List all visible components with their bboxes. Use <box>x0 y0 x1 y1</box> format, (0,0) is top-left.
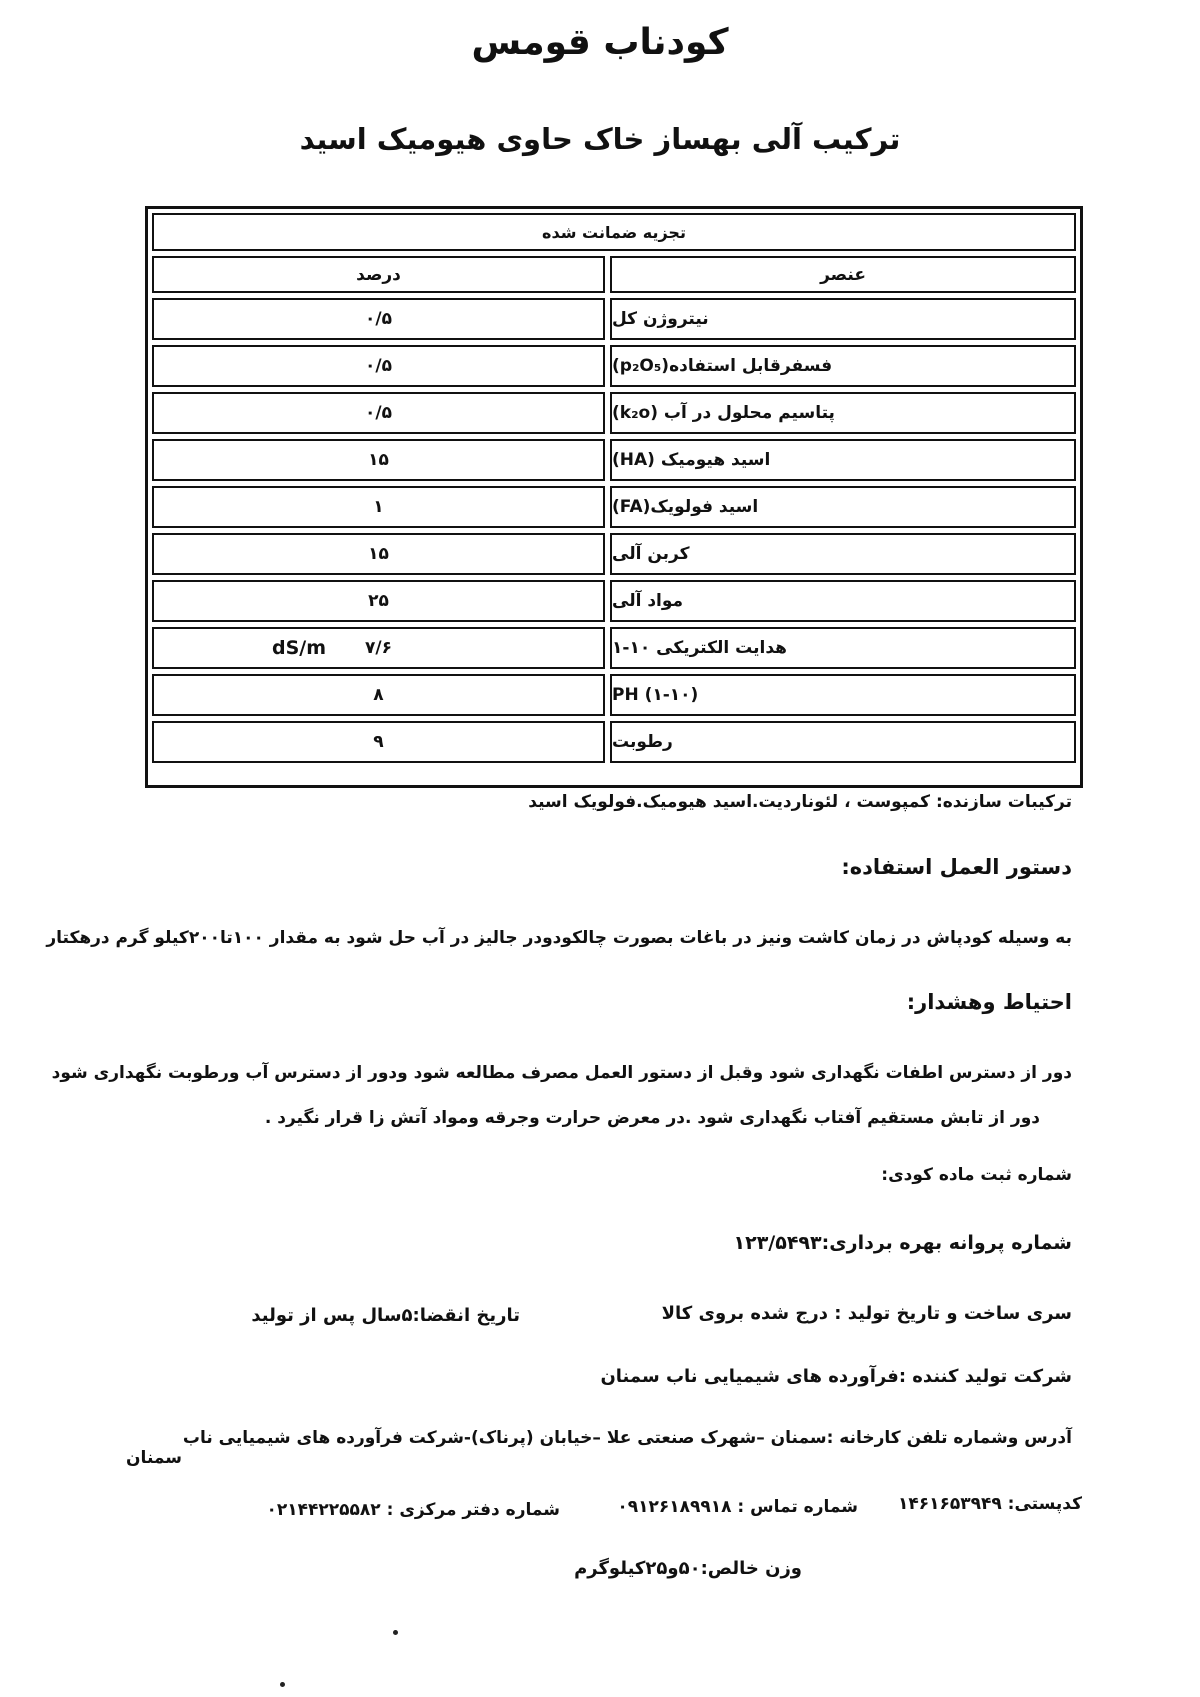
table-row-element: کربن آلی <box>610 533 1076 575</box>
table-row-element: نیتروژن کل <box>610 298 1076 340</box>
row-value: ۷/۶ <box>365 638 392 658</box>
row-value: ۱۵ <box>368 544 389 564</box>
factory-address-line-1: آدرس وشماره تلفن کارخانه :سمنان –شهرک صنعتی علا –خیابان (پرناک)-شرکت فرآورده های شیمیایی ناب <box>182 1428 1072 1448</box>
table-row-value <box>152 580 605 622</box>
header-percent: درصد <box>152 256 605 293</box>
table-row-value <box>152 674 605 716</box>
factory-address-line-2: سمنان <box>126 1448 182 1468</box>
table-row-element: اسید هیومیک (HA) <box>610 439 1076 481</box>
scan-speck <box>280 1682 285 1687</box>
license-number: شماره پروانه بهره برداری:۱۲۳/۵۴۹۳ <box>733 1232 1072 1254</box>
caution-line-1: دور از دسترس اطفات نگهداری شود وقبل از دستور العمل مصرف مطالعه شود ودور از دسترس آب ورطوبت نگهداری شود <box>51 1063 1072 1083</box>
row-unit: dS/m <box>272 637 327 659</box>
row-value: ۸ <box>373 685 384 705</box>
scan-speck <box>393 1630 398 1635</box>
row-value: ۰/۵ <box>365 309 392 329</box>
manufacturer: شرکت تولید کننده :فرآورده های شیمیایی ناب سمنان <box>600 1366 1072 1387</box>
table-row-value <box>152 486 605 528</box>
table-row-element: رطوبت <box>610 721 1076 763</box>
row-value: ۱ <box>373 497 384 517</box>
row-value: ۰/۵ <box>365 356 392 376</box>
table-row-element: فسفرقابل استفاده(p₂O₅) <box>610 345 1076 387</box>
table-row-value <box>152 345 605 387</box>
row-value: ۰/۵ <box>365 403 392 423</box>
row-value: ۲۵ <box>368 591 389 611</box>
table-row-value <box>152 392 605 434</box>
table-row-element: هدایت الکتریکی ۱۰-۱ <box>610 627 1076 669</box>
table-row-element: پتاسیم محلول در آب (k₂o) <box>610 392 1076 434</box>
expiry-date: تاریخ انقضا:۵سال پس از تولید <box>251 1305 520 1326</box>
header-element: عنصر <box>610 256 1076 293</box>
production-info: سری ساخت و تاریخ تولید : درج شده بروی کالا <box>661 1303 1072 1324</box>
table-row-value <box>152 298 605 340</box>
guaranteed-analysis-table <box>145 206 1083 788</box>
document-title: کودناب قومس <box>471 22 729 63</box>
table-caption: تجزیه ضمانت شده <box>152 213 1076 251</box>
table-row-value <box>152 439 605 481</box>
office-number: شماره دفتر مرکزی : ۰۲۱۴۴۲۲۵۵۸۲ <box>266 1500 560 1520</box>
table-row-element: مواد آلی <box>610 580 1076 622</box>
row-value: ۹ <box>373 732 384 752</box>
table-row-value <box>152 721 605 763</box>
table-row-element: PH (۱-۱۰) <box>610 674 1076 716</box>
contact-number: شماره تماس : ۰۹۱۲۶۱۸۹۹۱۸ <box>617 1497 858 1517</box>
row-value: ۱۵ <box>368 450 389 470</box>
caution-line-2: دور از تابش مستقیم آفتاب نگهداری شود .در معرض حرارت وجرقه ومواد آتش زا قرار نگیرد . <box>264 1108 1040 1128</box>
postal-code: کدپستی: ۱۴۶۱۶۵۳۹۴۹ <box>897 1494 1082 1514</box>
caution-heading: احتیاط وهشدار: <box>906 990 1072 1014</box>
registration-label: شماره ثبت ماده کودی: <box>881 1165 1072 1185</box>
table-row-element: اسید فولویک(FA) <box>610 486 1076 528</box>
table-row-value <box>152 533 605 575</box>
document-subtitle: ترکیب آلی بهساز خاک حاوی هیومیک اسید <box>299 122 901 156</box>
ingredients-text: ترکیبات سازنده: کمپوست ، لئوناردیت.اسید هیومیک.فولویک اسید <box>528 792 1072 812</box>
table-row-value <box>152 627 605 669</box>
usage-text: به وسیله کودپاش در زمان کاشت ونیز در باغات بصورت چالکودودر جالیز در آب حل شود به مقدار ۱۰۰تا۲۰۰کیلو گرم درهکتار <box>46 928 1072 948</box>
net-weight: وزن خالص:۵۰و۲۵کیلوگرم <box>574 1558 802 1579</box>
usage-heading: دستور العمل استفاده: <box>841 855 1072 879</box>
